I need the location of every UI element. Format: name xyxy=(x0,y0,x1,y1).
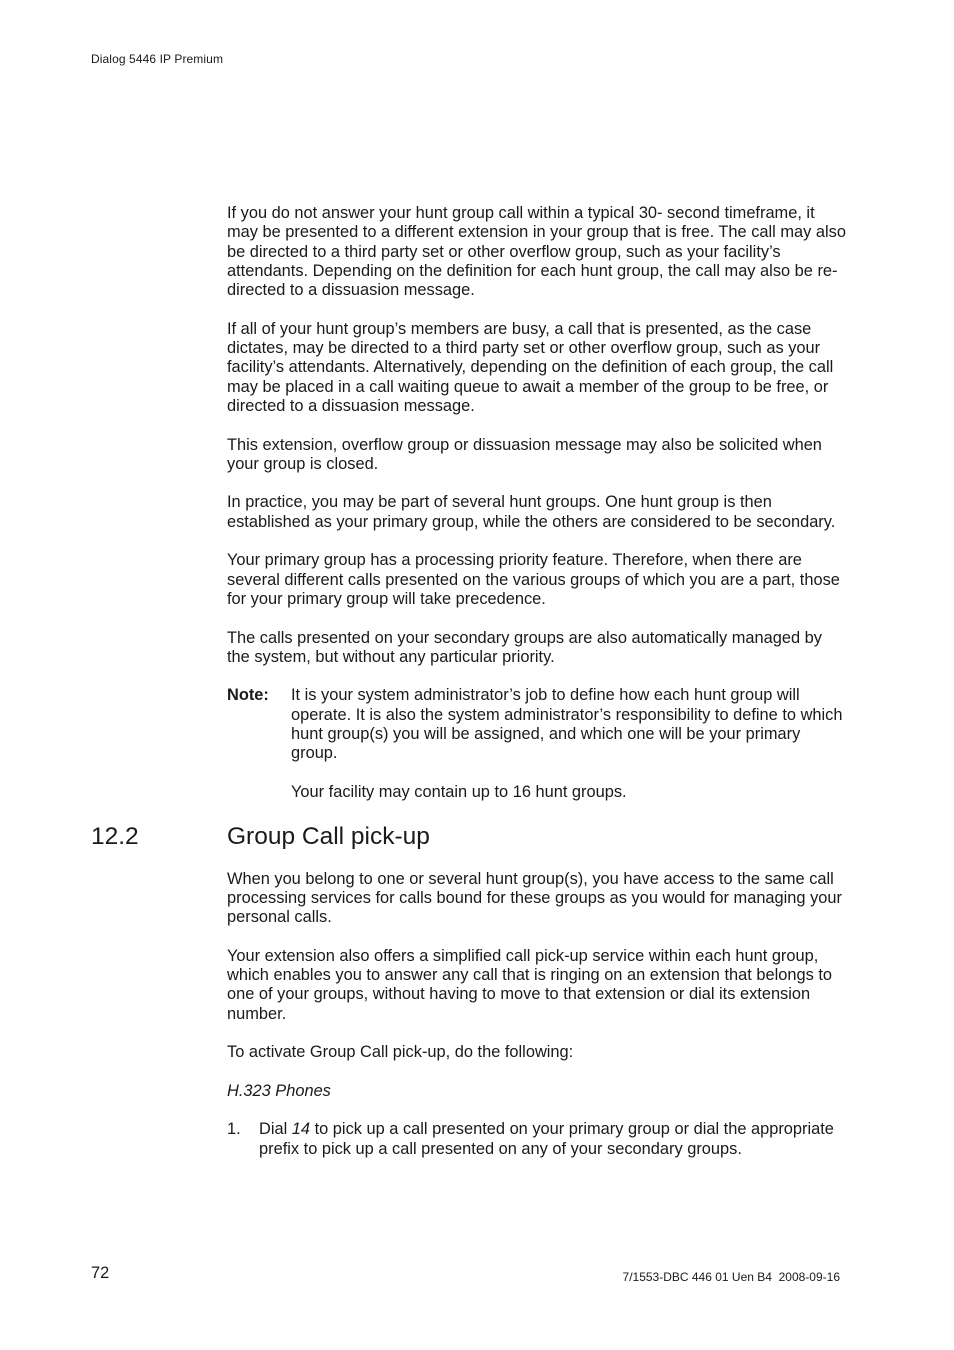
page-body xyxy=(91,204,847,1159)
running-header: Dialog 5446 IP Premium xyxy=(91,52,224,66)
document-reference: 7/1553-DBC 446 01 Uen B4 2008-09-16 xyxy=(622,1270,840,1284)
paragraph-primary-priority: Your primary group has a processing priority feature. Therefore, when there are several different calls presented on the various groups of which you are a part, those for your primary group will take precedence. xyxy=(227,551,840,608)
paragraph-several-groups: In practice, you may be part of several hunt groups. One hunt group is then established as your primary group, while the others are considered to be secondary. xyxy=(227,493,836,531)
paragraph-group-closed: This extension, overflow group or dissuasion message may also be solicited when your group is closed. xyxy=(227,435,822,473)
paragraph-activate-intro: To activate Group Call pick-up, do the following: xyxy=(227,1043,574,1062)
page-number: 72 xyxy=(91,1264,110,1282)
paragraph-call-processing: When you belong to one or several hunt group(s), you have access to the same call processing services for calls bound for these groups as you would for managing your personal calls. xyxy=(227,869,842,927)
section-title: Group Call pick-up xyxy=(227,822,430,850)
paragraph-members-busy: If all of your hunt group’s members are busy, a call that is presented, as the case dictates, may be directed to a third party set or other overflow group, such as your facility’s attendants. Alternatively, depending on the definition of each group, the call may be placed in a call waiting queue to await a member of the group to be free, or directed to a dissuasion message. xyxy=(227,319,834,415)
step-text xyxy=(259,1120,847,1159)
paragraph-secondary-groups: The calls presented on your secondary groups are also automatically managed by the system, but without any particular priority. xyxy=(227,628,822,666)
step-number: 1. xyxy=(227,1120,241,1139)
section-heading xyxy=(91,822,847,852)
note-block xyxy=(227,686,847,802)
paragraph-no-answer: If you do not answer your hunt group call within a typical 30- second timeframe, it may be presented to a different extension in your group that is free. The call may also be directed to a third party set or other overflow group, such as your facility’s attendants. Depending on the definition for each hunt group, the call may also be re-directed to a dissuasion message. xyxy=(227,204,846,300)
note-text-administrator: It is your system administrator’s job to define how each hunt group will operate. It is also the system administrator’s responsibility to define to which hunt group(s) you will be assigned, and which one will be your primary group. xyxy=(291,686,843,763)
pickup-code: 14 xyxy=(291,1120,311,1139)
note-label: Note: xyxy=(227,686,269,705)
subheading-phone-type: H.323 Phones xyxy=(227,1081,331,1100)
note-body xyxy=(291,686,847,802)
step-text-before: Dial xyxy=(259,1120,292,1139)
paragraph-pickup-service: Your extension also offers a simplified call pick-up service within each hunt group, which enables you to answer any call that is ringing on an extension that belongs to one of your groups, without having to move to that extension or dial its extension number. xyxy=(227,946,833,1023)
section-number: 12.2 xyxy=(91,822,139,850)
procedure-step-1 xyxy=(227,1120,847,1159)
note-text-hunt-group-limit: Your facility may contain up to 16 hunt groups. xyxy=(291,782,627,801)
step-text-after: to pick up a call presented on your primary group or dial the appropriate prefix to pick up a call presented on any of your secondary groups. xyxy=(259,1120,834,1158)
